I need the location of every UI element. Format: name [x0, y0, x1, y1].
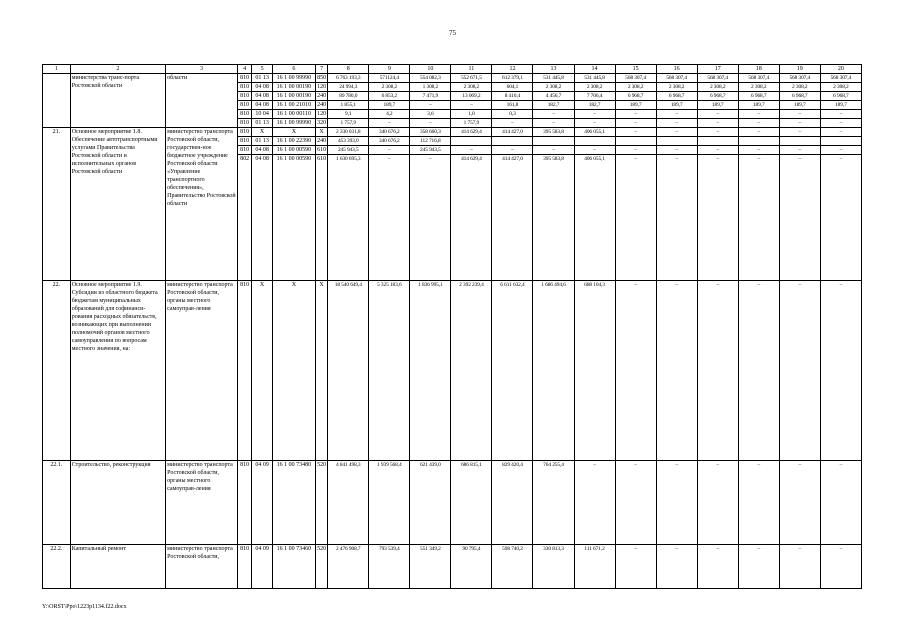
amount-cell [820, 137, 861, 146]
budget-code: 320 [317, 120, 327, 126]
amount-cell: 189,7 [615, 101, 656, 110]
budget-code: 120 [317, 111, 327, 117]
budget-code: 16 1 00 73480 [272, 461, 315, 545]
amount-cell: 2 308,2 [451, 83, 492, 92]
column-number: 15 [615, 65, 656, 74]
budget-code: Х [272, 128, 315, 137]
amount-cell: – [697, 461, 738, 545]
amount-cell: – [574, 119, 615, 128]
amount-cell: – [656, 281, 697, 461]
budget-code: 04 08 [252, 101, 273, 110]
column-number: 12 [492, 65, 533, 74]
measure-name: Основное мероприятие 1.8. Обеспечение автотранспортными услугами Правительства Ростовской области и исполнительных органов Ростовской области [70, 128, 165, 281]
amount-cell: 688 104,3 [574, 281, 615, 461]
budget-code: 16 1 00 99990 [272, 74, 315, 83]
budget-code: 16 1 00 00590 [272, 155, 315, 281]
amount-cell: 612 379,1 [492, 74, 533, 83]
budget-code: 240 [317, 93, 327, 99]
amount-cell: 189,7 [820, 101, 861, 110]
measure-name: Основное мероприятие 1.9. Субсидии из областного бюджета бюджетам муниципальных образований для софинанси-рования расходных обязательств, возникающих при выполнении полномочий органов местного самоуправления по вопросам местного значения, на: [70, 281, 165, 461]
amount-cell: 1 686 494,6 [533, 281, 574, 461]
amount-cell [779, 137, 820, 146]
amount-cell: 568 307,4 [656, 74, 697, 83]
budget-code: 810 [237, 137, 251, 146]
amount-cell: 621 439,0 [410, 461, 451, 545]
amount-cell: – [656, 545, 697, 589]
executor: министерство транспорта Ростовской области, государствен-ное бюджетное учреждение Ростовской области «Управление транспортного обеспечения», Правительство Ростовской области [166, 128, 238, 281]
budget-code: 04 08 [252, 155, 273, 281]
amount-cell: 6 968,7 [779, 92, 820, 101]
budget-code: 16 1 00 00590 [272, 146, 315, 155]
amount-cell: – [738, 545, 779, 589]
amount-cell: 6 611 632,4 [492, 281, 533, 461]
amount-cell: 406 055,1 [574, 155, 615, 281]
amount-cell: – [738, 146, 779, 155]
amount-cell: 552 671,5 [451, 74, 492, 83]
amount-cell: – [533, 110, 574, 119]
amount-cell: – [738, 128, 779, 137]
amount-cell: – [820, 281, 861, 461]
amount-cell: 2 308,2 [820, 83, 861, 92]
amount-cell: – [697, 146, 738, 155]
amount-cell: – [615, 545, 656, 589]
amount-cell: 2 308,2 [615, 83, 656, 92]
amount-cell: 568 307,4 [820, 74, 861, 83]
footer-file-path: Y:\ORST\Ppo\1223p1134.f22.docx [42, 604, 127, 610]
amount-cell: 531 445,8 [533, 74, 574, 83]
amount-cell: 406 055,1 [574, 128, 615, 137]
budget-code: 16 1 00 00110 [272, 110, 315, 119]
column-number: 16 [656, 65, 697, 74]
amount-cell: 395 583,8 [533, 155, 574, 281]
amount-cell: – [697, 110, 738, 119]
amount-cell: – [779, 146, 820, 155]
budget-code: 16 1 00 73460 [272, 545, 315, 589]
amount-cell: 829 420,4 [492, 461, 533, 545]
amount-cell: – [615, 119, 656, 128]
amount-cell: 6 968,7 [697, 92, 738, 101]
row-number: 22. [43, 281, 71, 461]
amount-cell: – [656, 461, 697, 545]
budget-code: 04 08 [252, 83, 273, 92]
amount-cell: – [697, 155, 738, 281]
amount-cell: 1,0 [451, 110, 492, 119]
table-row [43, 281, 862, 461]
column-number: 5 [252, 65, 273, 74]
amount-cell: – [779, 128, 820, 137]
table-row [43, 74, 862, 83]
amount-cell [697, 137, 738, 146]
amount-cell: – [410, 119, 451, 128]
budget-code: Х [315, 128, 327, 137]
amount-cell: – [697, 545, 738, 589]
amount-cell: 2 308,2 [697, 83, 738, 92]
measure-name: министерства транс-порта Ростовской области [70, 74, 165, 128]
amount-cell: 2 308,2 [574, 83, 615, 92]
amount-cell: 764 255,4 [533, 461, 574, 545]
column-number: 13 [533, 65, 574, 74]
amount-cell: 161,8 [492, 101, 533, 110]
budget-code: 16 1 00 21010 [272, 101, 315, 110]
amount-cell: – [451, 101, 492, 110]
budget-code: 610 [315, 155, 327, 281]
amount-cell: 9,1 [328, 110, 369, 119]
amount-cell [738, 137, 779, 146]
amount-cell: 1 757,9 [328, 119, 369, 128]
budget-code: 240 [317, 102, 327, 108]
amount-cell: – [738, 155, 779, 281]
amount-cell: – [779, 155, 820, 281]
budget-code: Х [272, 281, 315, 461]
amount-cell: – [779, 461, 820, 545]
amount-cell: – [779, 119, 820, 128]
amount-cell: 189,7 [697, 101, 738, 110]
budget-code: 01 13 [252, 74, 273, 83]
amount-cell: 340 676,2 [369, 128, 410, 137]
table-row [43, 545, 862, 589]
amount-cell: 245 943,5 [410, 146, 451, 155]
amount-cell: – [574, 110, 615, 119]
amount-cell: – [615, 155, 656, 281]
amount-cell: – [615, 146, 656, 155]
budget-code: 850 [317, 75, 327, 81]
amount-cell: – [492, 146, 533, 155]
amount-cell: – [820, 545, 861, 589]
amount-cell: – [779, 110, 820, 119]
amount-cell: 112 716,8 [410, 137, 451, 146]
amount-cell: – [820, 119, 861, 128]
amount-cell: – [820, 146, 861, 155]
budget-code: 16 1 00 00190 [272, 92, 315, 101]
amount-cell: – [574, 461, 615, 545]
amount-cell: 4,2 [369, 110, 410, 119]
amount-cell: – [574, 146, 615, 155]
amount-cell: – [820, 128, 861, 137]
budget-code: 16 1 00 22390 [272, 137, 315, 146]
amount-cell: 793 539,4 [369, 545, 410, 589]
amount-cell: 1 757,9 [451, 119, 492, 128]
amount-cell: – [738, 110, 779, 119]
amount-cell: – [656, 128, 697, 137]
amount-cell: 2 330 031,8 [328, 128, 369, 137]
amount-cell: 189,7 [656, 101, 697, 110]
amount-cell: 18 540 649,4 [328, 281, 369, 461]
column-number: 1 [43, 65, 71, 74]
column-number: 19 [779, 65, 820, 74]
amount-cell: 531 445,8 [574, 74, 615, 83]
amount-cell: 7 471,9 [410, 92, 451, 101]
amount-cell: – [533, 119, 574, 128]
amount-cell: 4 841 498,3 [328, 461, 369, 545]
amount-cell: 453 393,0 [328, 137, 369, 146]
amount-cell: 1 630 695,3 [328, 155, 369, 281]
amount-cell: 340 676,2 [369, 137, 410, 146]
amount-cell: 598 740,2 [492, 545, 533, 589]
table-row [43, 461, 862, 545]
amount-cell: – [656, 110, 697, 119]
column-number-row [43, 65, 862, 74]
amount-cell: 686 815,1 [451, 461, 492, 545]
column-number: 20 [820, 65, 861, 74]
column-number: 3 [166, 65, 238, 74]
amount-cell: – [410, 155, 451, 281]
amount-cell: 2 308,2 [533, 83, 574, 92]
executor: министерство транспорта Ростовской области, органы местного самоуправ-ления [166, 461, 238, 545]
amount-cell: – [451, 146, 492, 155]
amount-cell [574, 137, 615, 146]
budget-code: 810 [237, 128, 251, 137]
amount-cell: 554 082,3 [410, 74, 451, 83]
amount-cell: 5 325 183,6 [369, 281, 410, 461]
row-number: 21. [43, 128, 71, 281]
amount-cell: – [820, 110, 861, 119]
amount-cell [615, 137, 656, 146]
amount-cell: 2 476 908,7 [328, 545, 369, 589]
budget-code: 01 13 [252, 119, 273, 128]
amount-cell: – [738, 461, 779, 545]
budget-code: 120 [317, 84, 327, 90]
amount-cell: 568 307,4 [779, 74, 820, 83]
amount-cell: – [615, 281, 656, 461]
amount-cell: 111 671,2 [574, 545, 615, 589]
amount-cell: 2 308,2 [656, 83, 697, 92]
budget-code: 802 [237, 155, 251, 281]
amount-cell: 6 968,7 [656, 92, 697, 101]
budget-code: Х [252, 128, 273, 137]
amount-cell: 189,7 [779, 101, 820, 110]
budget-code: 810 [237, 74, 251, 83]
amount-cell: 414 629,4 [451, 155, 492, 281]
amount-cell: 414 629,4 [451, 128, 492, 137]
executor: министерство транспорта Ростовской области, [166, 545, 238, 589]
amount-cell: 7 706,4 [574, 92, 615, 101]
budget-code: 810 [237, 281, 251, 461]
budget-code: 610 [317, 147, 327, 153]
amount-cell: 1 308,2 [410, 83, 451, 92]
table-row [43, 128, 862, 137]
amount-cell: 13 069,2 [451, 92, 492, 101]
amount-cell [533, 137, 574, 146]
budget-code: Х [315, 281, 327, 461]
amount-cell: 1 836 995,1 [410, 281, 451, 461]
budget-code: 810 [237, 92, 251, 101]
amount-cell: – [533, 146, 574, 155]
column-number: 17 [697, 65, 738, 74]
amount-cell: 182,7 [574, 101, 615, 110]
budget-code: 04 09 [252, 461, 273, 545]
amount-cell: 571124,4 [369, 74, 410, 83]
budget-code: Х [252, 281, 273, 461]
amount-cell: 245 943,5 [328, 146, 369, 155]
amount-cell: 90 795,4 [451, 545, 492, 589]
amount-cell: – [697, 128, 738, 137]
budget-code: 01 13 [252, 137, 273, 146]
measure-name: Капитальный ремонт [70, 545, 165, 589]
budget-code: 810 [237, 83, 251, 92]
column-number: 7 [315, 65, 327, 74]
amount-cell: – [369, 155, 410, 281]
amount-cell: 2 308,2 [369, 83, 410, 92]
amount-cell: 568 307,4 [697, 74, 738, 83]
row-number [43, 74, 71, 128]
amount-cell: 0,3 [492, 110, 533, 119]
budget-code: 810 [237, 119, 251, 128]
amount-cell: 24 994,3 [328, 83, 369, 92]
amount-cell: 1 939 568,4 [369, 461, 410, 545]
amount-cell: 1 855,1 [328, 101, 369, 110]
amount-cell: 4 456,7 [533, 92, 574, 101]
measure-name: Строительство, реконструкция [70, 461, 165, 545]
budget-code: 240 [317, 138, 327, 144]
amount-cell: – [492, 119, 533, 128]
column-number: 14 [574, 65, 615, 74]
budget-table [42, 64, 862, 589]
amount-cell: 8 410,4 [492, 92, 533, 101]
amount-cell: – [820, 155, 861, 281]
amount-cell: – [615, 110, 656, 119]
budget-code: 16 1 00 99990 [272, 119, 315, 128]
amount-cell: 6 853,2 [369, 92, 410, 101]
amount-cell: 358 660,3 [410, 128, 451, 137]
budget-code: 810 [237, 461, 251, 545]
budget-code: 520 [315, 545, 327, 589]
amount-cell: 414 427,0 [492, 128, 533, 137]
budget-code: 810 [237, 545, 251, 589]
column-number: 10 [410, 65, 451, 74]
amount-cell: 568 307,4 [738, 74, 779, 83]
amount-cell [451, 137, 492, 146]
column-number: 8 [328, 65, 369, 74]
page-number: 75 [449, 29, 456, 37]
amount-cell: 3,6 [410, 110, 451, 119]
amount-cell: – [779, 281, 820, 461]
column-number: 2 [70, 65, 165, 74]
amount-cell: 6 968,7 [820, 92, 861, 101]
amount-cell: 330 813,3 [533, 545, 574, 589]
column-number: 18 [738, 65, 779, 74]
amount-cell: 604,1 [492, 83, 533, 92]
amount-cell: – [697, 281, 738, 461]
amount-cell: 2 308,2 [738, 83, 779, 92]
budget-code: 04 09 [252, 545, 273, 589]
row-number: 22.1. [43, 461, 71, 545]
amount-cell: 6 968,7 [615, 92, 656, 101]
budget-code: 520 [315, 461, 327, 545]
amount-cell [656, 137, 697, 146]
amount-cell: 414 427,0 [492, 155, 533, 281]
amount-cell: – [656, 146, 697, 155]
amount-cell: 568 307,4 [615, 74, 656, 83]
amount-cell: – [656, 155, 697, 281]
budget-code: 810 [237, 110, 251, 119]
budget-code: 810 [237, 146, 251, 155]
amount-cell: – [779, 545, 820, 589]
amount-cell: 551 349,2 [410, 545, 451, 589]
amount-cell: 182,7 [533, 101, 574, 110]
amount-cell: – [738, 281, 779, 461]
column-number: 9 [369, 65, 410, 74]
amount-cell: – [615, 128, 656, 137]
budget-code: 04 08 [252, 92, 273, 101]
budget-code: 16 1 00 00190 [272, 83, 315, 92]
amount-cell: 189,7 [738, 101, 779, 110]
executor: области [166, 74, 238, 128]
column-number: 11 [451, 65, 492, 74]
row-number: 22.2. [43, 545, 71, 589]
amount-cell: – [369, 146, 410, 155]
budget-code: 10 04 [252, 110, 273, 119]
amount-cell [492, 137, 533, 146]
executor: министерство транспорта Ростовской области, органы местного самоуправ-ления [166, 281, 238, 461]
amount-cell: 2 392 239,4 [451, 281, 492, 461]
amount-cell: 395 583,8 [533, 128, 574, 137]
column-number: 6 [272, 65, 315, 74]
amount-cell: – [615, 461, 656, 545]
amount-cell: – [410, 101, 451, 110]
column-number: 4 [237, 65, 251, 74]
amount-cell: – [656, 119, 697, 128]
amount-cell: – [738, 119, 779, 128]
amount-cell: 189,7 [369, 101, 410, 110]
amount-cell: – [820, 461, 861, 545]
amount-cell: 2 308,2 [779, 83, 820, 92]
amount-cell: 6 763 193,3 [328, 74, 369, 83]
amount-cell: – [697, 119, 738, 128]
amount-cell: 89 780,0 [328, 92, 369, 101]
budget-code: 810 [237, 101, 251, 110]
amount-cell: 6 968,7 [738, 92, 779, 101]
budget-code: 04 08 [252, 146, 273, 155]
amount-cell: – [369, 119, 410, 128]
